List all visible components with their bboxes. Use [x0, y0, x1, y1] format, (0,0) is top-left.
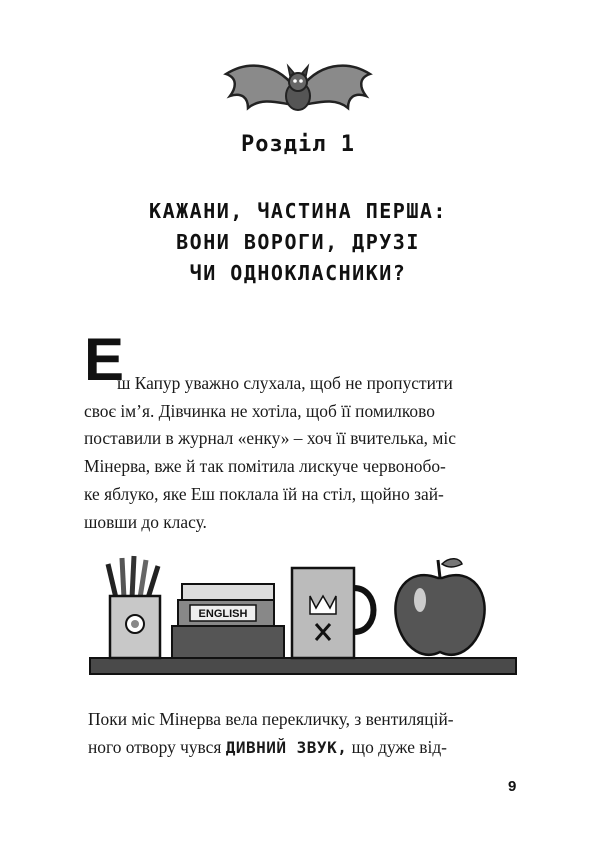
chapter-title-line: ЧИ ОДНОКЛАСНИКИ?	[189, 261, 407, 285]
apple-icon	[395, 559, 484, 655]
text-fragment: ного отвору чувся	[88, 736, 226, 757]
chapter-title-line: ВОНИ ВОРОГИ, ДРУЗІ	[176, 230, 420, 254]
desk-illustration	[88, 548, 518, 688]
chapter-title-line: КАЖАНИ, ЧАСТИНА ПЕРША:	[149, 199, 447, 223]
book-label: ENGLISH	[198, 608, 248, 620]
bat-illustration-icon	[218, 52, 378, 122]
page-number: 9	[508, 778, 517, 795]
mug-icon	[292, 568, 374, 658]
text-line	[88, 734, 518, 762]
shelf-icon	[90, 658, 516, 674]
text-line: поставили в журнал «енку» – хоч її вчителька, міс	[84, 428, 456, 449]
chapter-title	[60, 196, 536, 289]
pencil-cup-icon	[108, 556, 160, 658]
paragraph-2	[88, 706, 518, 761]
text-line: своє ім’я. Дівчинка не хотіла, щоб її помилково	[84, 400, 435, 421]
text-line: Мінерва, вже й так помітила лискуче червонобо-	[84, 456, 446, 477]
text-line: ш Капур уважно слухала, щоб не пропустити	[117, 373, 453, 393]
drop-cap: Е	[84, 326, 125, 393]
emphasis-text: ДИВНИЙ ЗВУК,	[225, 737, 348, 757]
text-line: ке яблуко, яке Еш поклала їй на стіл, щойно зай-	[84, 483, 444, 504]
paragraph-1	[84, 370, 514, 536]
text-line: шовши до класу.	[84, 511, 207, 532]
text-fragment: що дуже від-	[347, 736, 447, 757]
book-stack-icon	[172, 584, 284, 658]
chapter-label: Розділ 1	[241, 132, 355, 157]
text-line: Поки міс Мінерва вела перекличку, з вентиляцій-	[88, 709, 454, 729]
